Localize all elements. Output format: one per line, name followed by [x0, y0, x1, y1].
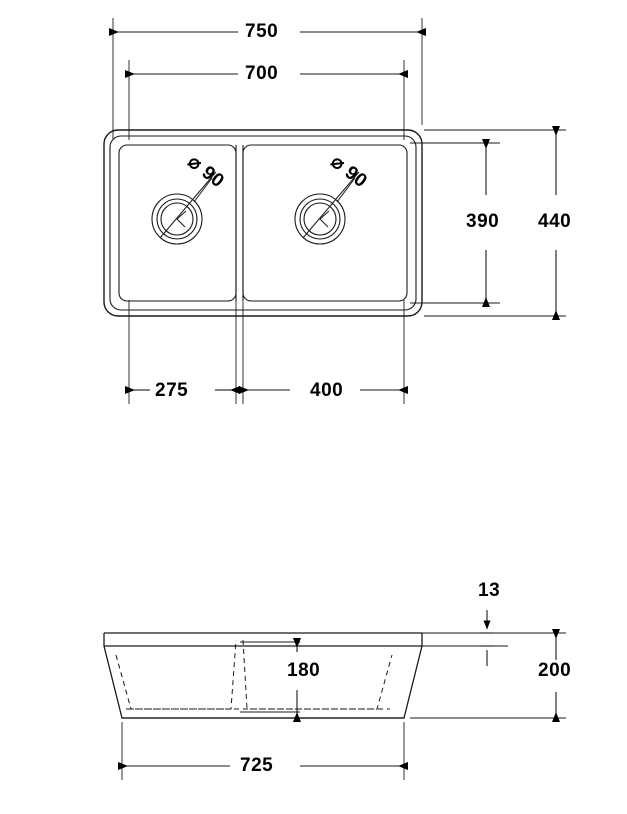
dim-drain-left-diameter: ⌀ 90 [183, 151, 229, 193]
section-view-extension-lines [122, 633, 566, 780]
section-view-hidden-lines [116, 640, 392, 709]
top-view-sink-outline [104, 130, 422, 316]
dim-drain-right-diameter: ⌀ 90 [326, 151, 372, 193]
dim-overall-height: 200 [538, 660, 572, 681]
section-view-outline [104, 633, 422, 718]
dim-bowl-depth: 180 [287, 660, 321, 681]
dim-bowl-right-width: 400 [310, 380, 344, 401]
dim-inner-depth: 390 [466, 211, 500, 232]
dim-overall-depth: 440 [538, 211, 572, 232]
dim-overall-width: 750 [245, 21, 279, 42]
dim-rim-height: 13 [478, 580, 501, 601]
dim-base-width: 725 [240, 755, 274, 776]
dim-inner-width: 700 [245, 63, 279, 84]
dim-bowl-left-width: 275 [155, 380, 189, 401]
